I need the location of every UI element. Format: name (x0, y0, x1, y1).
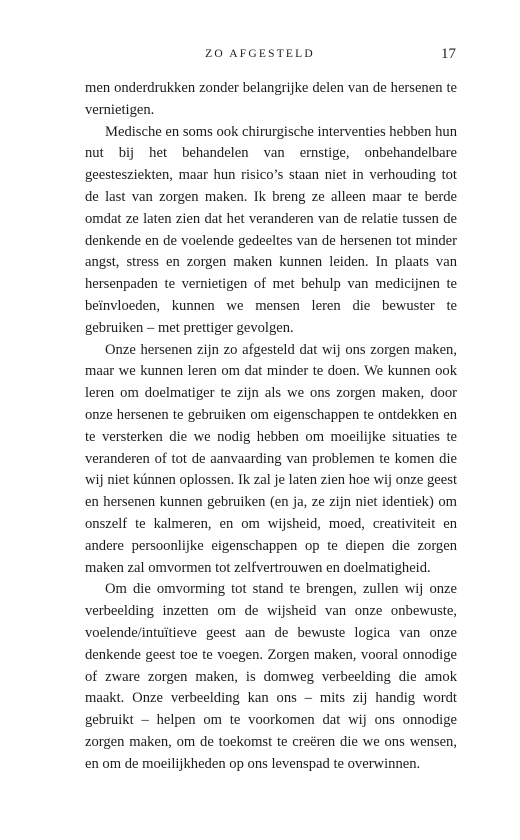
body-text (85, 78, 457, 776)
paragraph-3: Onze hersenen zijn zo afgesteld dat wij ons zorgen maken, maar we kunnen leren om dat minder te doen. We kunnen ook leren om doelmatiger te zijn als we ons zorgen maken, door onze hersenen te gebruiken om eigenschappen te ontdekken en te versterken die we nodig hebben om moeilijke situaties te veranderen of tot de aanvaarding van problemen te komen die wij niet kúnnen oplossen. Ik zal je laten zien hoe wij onze geest en hersenen kunnen gebruiken (en ja, ze zijn niet identiek) om onszelf te kalmeren, en om wijsheid, moed, creativiteit en andere persoonlijke eigenschappen op te diepen die zorgen maken zal omvormen tot zelfvertrouwen en doelmatigheid. (85, 341, 457, 576)
paragraph-1: men onderdrukken zonder belangrijke delen van de hersenen te vernietigen. (85, 80, 457, 118)
running-head (0, 44, 520, 64)
running-title: ZO AFGESTELD (205, 48, 315, 60)
paragraph-2: Medische en soms ook chirurgische interventies hebben hun nut bij het behandelen van ernstige, onbehandelbare geestesziekten, maar hun risico’s staan niet in verhouding tot de last van zorgen maken. Ik breng ze alleen maar te berde omdat ze laten zien dat het veranderen van de relatie tussen de denkende en de voelende gedeeltes van de hersenen tot minder angst, stress en zorgen maken kunnen leiden. In plaats van hersenpaden te vernietigen of met behulp van medicijnen te beïnvloeden, kunnen we mensen leren die bewuster te gebruiken – met prettiger gevolgen. (85, 123, 457, 336)
page-number: 17 (441, 46, 456, 62)
paragraph-4: Om die omvorming tot stand te brengen, zullen wij onze verbeelding inzetten om de wijsheid van onze onbewuste, voelende/intuïtieve geest aan de bewuste logica van onze denkende geest toe te voegen. Zorgen maken, vooral onnodige of zware zorgen maken, is domweg verbeelding die amok maakt. Onze verbeelding kan ons – mits zij handig wordt gebruikt – helpen om te voorkomen dat wij ons onnodige zorgen maken, om de toekomst te creëren die we ons wensen, en om de moeilijkheden op ons levenspad te overwinnen. (85, 581, 457, 772)
